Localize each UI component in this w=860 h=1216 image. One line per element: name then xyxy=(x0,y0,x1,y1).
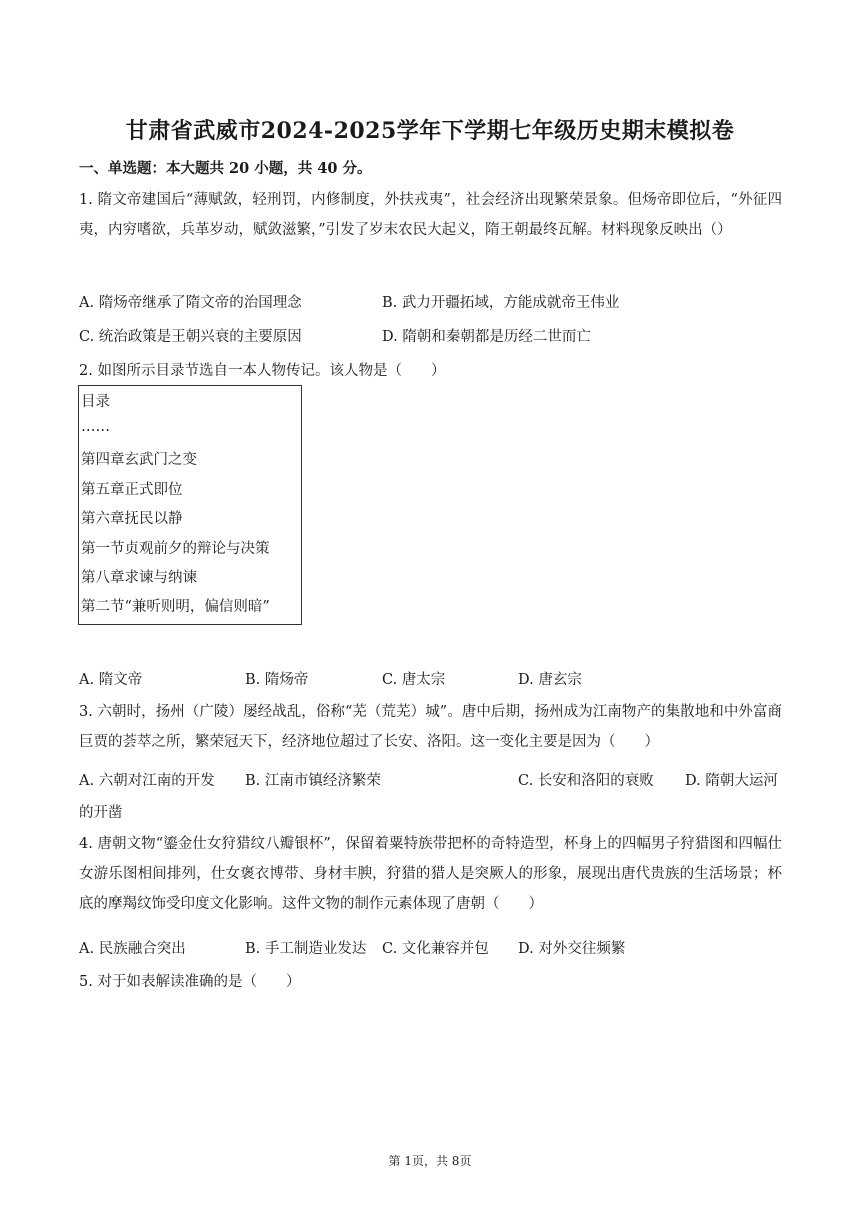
question-4-option-b: B. 手工制造业发达 xyxy=(245,941,367,957)
question-1-option-a: A. 隋炀帝继承了隋文帝的治国理念 xyxy=(79,295,302,311)
question-4-stem: 4. 唐朝文物“鎏金仕女狩猎纹八瓣银杯”，保留着粟特族带把杯的奇特造型，杯身上的四幅男子狩猎图和四幅仕女游乐图相间排列，仕女褒衣博带、身材丰腴，狩猎的猎人是突厥人的形象，展现出唐代贵族的生活场景；杯底的摩羯纹饰受印度文化影响。这件文物的制作元素体现了唐朝（ ） xyxy=(79,836,782,912)
question-2-stem: 2. 如图所示目录节选自一本人物传记。该人物是（ ） xyxy=(79,363,446,379)
toc-line: 第五章正式即位 xyxy=(81,482,183,498)
toc-line: 第一节贞观前夕的辩论与决策 xyxy=(81,541,270,557)
question-2-option-d: D. 唐玄宗 xyxy=(518,672,582,688)
page-title: 甘肃省武威市2024-2025学年下学期七年级历史期末模拟卷 xyxy=(125,118,735,144)
question-3-option-d: D. 隋朝大运河 xyxy=(685,773,778,789)
toc-line: 第八章求谏与纳谏 xyxy=(81,570,197,586)
toc-line: 第六章抚民以静 xyxy=(81,511,183,527)
toc-line: 目录 xyxy=(81,394,110,410)
question-3-option-c: C. 长安和洛阳的衰败 xyxy=(518,773,654,789)
question-4-option-a: A. 民族融合突出 xyxy=(79,941,186,957)
toc-line: 第四章玄武门之变 xyxy=(81,452,197,468)
table-of-contents-box xyxy=(78,385,302,625)
question-1-option-c: C. 统治政策是王朝兴衰的主要原因 xyxy=(79,329,302,345)
question-2-option-c: C. 唐太宗 xyxy=(382,672,446,688)
toc-line: 第二节“兼听则明，偏信则暗” xyxy=(81,599,270,615)
question-3-option-a: A. 六朝对江南的开发 xyxy=(79,773,215,789)
page-footer: 第 1页，共 8页 xyxy=(388,1154,472,1168)
question-1-option-d: D. 隋朝和秦朝都是历经二世而亡 xyxy=(382,329,591,345)
question-1-option-b: B. 武力开疆拓域，方能成就帝王伟业 xyxy=(382,295,620,311)
question-1-stem: 1. 隋文帝建国后“薄赋敛，轻刑罚，内修制度，外扶戎夷”，社会经济出现繁荣景象。但炀帝即位后，“外征四夷，内穷嗜欲，兵革岁动，赋敛滋繁，”引发了岁末农民大起义，隋王朝最终瓦解。材料现象反映出（） xyxy=(79,192,782,238)
section-heading: 一、单选题：本大题共 20 小题，共 40 分。 xyxy=(79,160,372,177)
question-3-stem: 3. 六朝时，扬州（广陵）屡经战乱，俗称“芜（荒芜）城”。唐中后期，扬州成为江南物产的集散地和中外富商巨贾的荟萃之所，繁荣冠天下，经济地位超过了长安、洛阳。这一变化主要是因为（ ） xyxy=(79,704,782,750)
question-4-option-d: D. 对外交往频繁 xyxy=(518,941,626,957)
question-5-stem: 5. 对于如表解读准确的是（ ） xyxy=(79,974,301,990)
question-3-option-d-continued: 的开凿 xyxy=(79,805,123,821)
question-2-option-b: B. 隋炀帝 xyxy=(245,672,309,688)
question-2-option-a: A. 隋文帝 xyxy=(79,672,143,688)
toc-line: …… xyxy=(81,419,110,435)
question-4-option-c: C. 文化兼容并包 xyxy=(382,941,489,957)
question-3-option-b: B. 江南市镇经济繁荣 xyxy=(245,773,381,789)
